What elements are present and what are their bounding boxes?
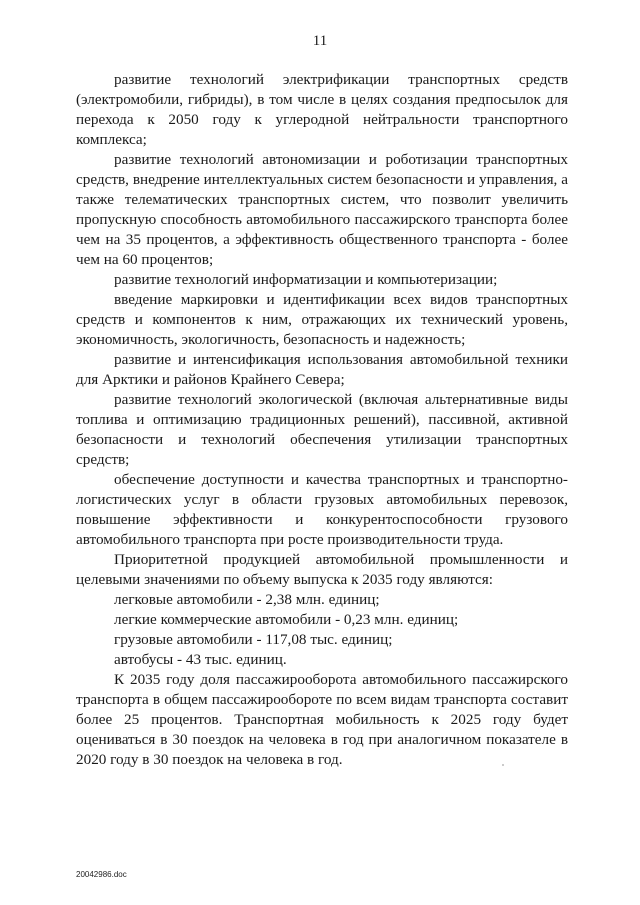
paragraph-logistics: обеспечение доступности и качества транспортных и транспортно-логистических услуг в области грузовых автомобильных перевозок, повышение эффективности и конкурентоспособности грузового автомобильного транспорта при росте производительности труда. (76, 471, 568, 548)
scan-speck (502, 764, 504, 766)
list-item-buses: автобусы - 43 тыс. единиц. (114, 651, 287, 668)
list-item-passenger-cars: легковые автомобили - 2,38 млн. единиц; (114, 591, 380, 608)
paragraph-priority-products: Приоритетной продукцией автомобильной промышленности и целевыми значениями по объему выпуска к 2035 году являются: (76, 551, 568, 588)
list-item-light-commercial: легкие коммерческие автомобили - 0,23 млн. единиц; (114, 611, 459, 628)
page-number: 11 (312, 33, 328, 49)
list-item-trucks: грузовые автомобили - 117,08 тыс. единиц; (114, 631, 393, 648)
paragraph-electrification: развитие технологий электрификации транспортных средств (электромобили, гибриды), в том числе в целях создания предпосылок для перехода к 2050 году к углеродной нейтральности транспортного комплекса; (76, 71, 568, 148)
paragraph-autonomization: развитие технологий автономизации и роботизации транспортных средств, внедрение интеллектуальных систем безопасности и управления, а также телематических транспортных систем, что позволит увеличить пропускную способность автомобильного пассажирского транспорта более чем на 35 процентов, а эффективность общественного транспорта - более чем на 60 процентов; (76, 151, 568, 268)
document-body (76, 70, 568, 770)
paragraph-ecology: развитие технологий экологической (включая альтернативные виды топлива и оптимизацию традиционных решений), пассивной, активной безопасности и технологий обеспечения утилизации транспортных средств; (76, 391, 568, 468)
paragraph-arctic: развитие и интенсификация использования автомобильной техники для Арктики и районов Крайнего Севера; (76, 351, 568, 388)
paragraph-informatization: развитие технологий информатизации и компьютеризации; (114, 271, 498, 288)
document-filename: 20042986.doc (76, 870, 127, 879)
paragraph-passenger-turnover: К 2035 году доля пассажирооборота автомобильного пассажирского транспорта в общем пассажирообороте по всем видам транспорта составит более 25 процентов. Транспортная мобильность к 2025 году будет оцениваться в 30 поездок на человека в год при аналогичном показателе в 2020 году в 30 поездок на человека в год. (76, 671, 568, 768)
paragraph-marking: введение маркировки и идентификации всех видов транспортных средств и компонентов к ним, отражающих их технический уровень, экономичность, экологичность, безопасность и надежность; (76, 291, 568, 348)
